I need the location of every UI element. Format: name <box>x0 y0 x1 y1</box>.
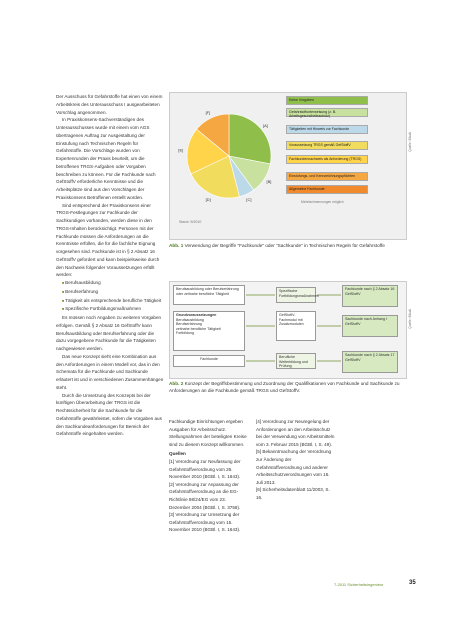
legend-item <box>286 141 368 150</box>
list-item: ■ Spezifische Fortbildungsmaßnahmen <box>62 305 164 314</box>
pie-label: [C] <box>246 196 252 202</box>
stand-label: Stand: 9/2010 <box>179 220 202 224</box>
box-item: Berufsausbildung <box>176 317 204 322</box>
caption-text: Konzept der Begriffsbestimmung und Zuordnung der Qualifikationen von Fachkunde und Sachkunde zu Anforderungen an die Fachkunde gemäß TRGS und GefStoffV. <box>169 381 400 393</box>
box-item: Berufserfahrung <box>176 322 202 327</box>
paragraph: Das neue Konzept sieht eine Kombination aus den Anforderungen in einem Modell vor, das in den Schemata für die Fachkunde und Sachkunde erläutert ist und in verschiedenen Zusammenhängen steht. <box>56 353 164 390</box>
paragraph: Durch die Umsetzung des Konzepts bei der künftigen Überarbeitung der TRGS ist die Rechtssicherheit für die Sachkunde für die Gefahrstoffe gewährleistet, sofern die Vorgaben aus den Sachkundeanforderungen für Bereich der Gefahrstoffe eingehalten werden. <box>56 392 162 437</box>
source-item: [6] Sicherheitsdatenblatt 11/2003, S. 16. <box>256 487 330 500</box>
footer-journal: 7-2011 Sicherheitsingenieur <box>334 582 384 587</box>
box-mid-mid: GefStoffV-Fachmodul mit Zusatzmodulen <box>276 311 316 341</box>
legend-item <box>286 125 368 134</box>
sources-title: Quellen <box>169 451 186 457</box>
legend-label: Fachkundennachweis als Anforderung (TRGS) <box>289 156 362 161</box>
box-right-mid: Sachkunde nach Anhang I GefStoffV <box>342 315 398 337</box>
list-item: ■ Berufserfahrung <box>62 288 164 297</box>
legend-label: Tätigkeiten mit Hinweis zur Fachkunde <box>289 126 350 131</box>
source-item: [2] Verordnung zur Anpassung der Gefahrstoffverordnung an die EG-Richtlinie 98/24/EG vom 23. Dezember 2004 (BGBl. I, S. 3758). <box>169 481 241 510</box>
box-item: zeitnahe berufliche Tätigkeit <box>176 326 221 331</box>
bullet-list <box>56 279 164 314</box>
box-mid-bottom: Berufliche Weiterbildung und Prüfung <box>276 353 316 369</box>
source-item: [5] Bekanntmachung der Verordnung zur Änderung der Gefahrstoffverordnung und anderer Arbeitsschutzverordnungen vom 15. Juli 2013. <box>256 449 332 485</box>
source-item: [4] Verordnung zur Neuregelung der Anforderungen an den Arbeitsschutz bei der Verwendung von Arbeitsmitteln vom 3. Februar 2015 (BGBl. I, S. 49). <box>256 419 335 447</box>
figure-2 <box>169 281 415 377</box>
side-source-label: Quelle: BAuA <box>408 132 412 152</box>
legend-item <box>286 108 368 117</box>
list-item: ■ Berufsausbildung <box>62 279 164 288</box>
paragraph: Fachkundige Einrichtungen ergeben Ausgaben für Arbeitsschutz. Stellungnahmen der beteiligten Kreise sind zu diesem Konzept willkommen. <box>169 419 247 447</box>
paragraph: Sind entsprechend der Praxiskonsens einer TRGS-Festlegungen zur Fachkunde der Sachkundigen vorhanden, werden diese in den TRGS-Inhalten berücksichtigt. Personen mit der Fachkunde müssen die Anforderungen an die Kenntnisse erfüllen, die für die fachliche Eignung vorgesehen sind. Fachkunde ist in § 2 Absatz 16 GefStoffV gefordert und kann beispielsweise durch den Nachweis folgender Voraussetzungen erfüllt werden: <box>56 202 160 278</box>
pie-label: [B] <box>266 179 272 185</box>
caption-number: Abb. 1 <box>169 243 184 248</box>
legend-item <box>286 155 368 164</box>
legend-label: Allgemeine Fachkunde <box>289 186 325 191</box>
caption-text: Verwendung der Begriffe "Fachkunde" oder "Sachkunde" in Technischen Regeln für Gefahrstoffe <box>184 243 385 248</box>
list-item: ■ Tätigkeit als entsprechende berufliche Tätigkeit <box>62 297 164 306</box>
legend-label: Einstufungs- und Kennzeichnungspflichten <box>289 173 356 178</box>
source-item: [1] Verordnung zur Neufassung der Gefahrstoffverordnung vom 26. November 2010 (BGBl. I, S. 1643). <box>169 458 241 480</box>
box-title: Grundvoraussetzungen <box>176 313 217 317</box>
figure-2-caption <box>169 380 414 394</box>
box-right-top: Fachkunde nach § 2 Absatz 16 GefStoffV <box>342 285 398 307</box>
legend-item <box>286 172 368 181</box>
side-source-label: Quelle: BAuA <box>408 309 412 329</box>
left-column <box>56 93 164 438</box>
paragraph: Es müssen noch Angaben zu weiteren Vorgaben erfolgen. Gemäß § 2 Absatz 16 GefStoffV kann Berufsausbildung oder Berufserfahrung oder die dazu vorgegebene Fachkunde für die Tätigkeiten nachgewiesen werden. <box>56 315 162 351</box>
bottom-column-c <box>256 418 336 502</box>
legend-item <box>286 185 368 194</box>
legend-item <box>286 96 368 105</box>
legend-label: Voraussetzung TRGS gemäß GefStoffV <box>289 142 351 147</box>
figure-1 <box>169 92 415 250</box>
box-left-top: Berufsausbildung oder Berufserfahrung oder zeitnahe berufliche Tätigkeit <box>173 285 245 305</box>
paragraph: Der Ausschuss für Gefahrstoffe hat einen von einem Arbeitskreis des Unterausschuss I ausgearbeiteten Vorschlag angenommen. <box>56 94 163 115</box>
bottom-column-a <box>169 418 247 534</box>
source-item: [3] Verordnung zur Umsetzung der Gefahrstoffverordnung vom 15. November 2010 (BGBl. I, S. 1643). <box>169 512 241 533</box>
box-mid-top: Spezifische Fortbildungsmaßnahmen <box>276 287 316 303</box>
box-left-bottom: Fachkunde <box>173 355 245 367</box>
legend-label: Gefahrstoffunterweisung (z. B. Arbeitsgesundheitsschutz) <box>289 109 337 118</box>
box-item: Fortbildung <box>176 331 194 336</box>
page-number: 35 <box>409 580 416 586</box>
paragraph: In Praxiskonsens-Sachverständigen des Unterausschusses wurde mit einem vom AGS übertragenen Auftrag zur Ausgestaltung der Einstufung nach Technischen Regeln für Gefahrstoffe. Die Vorschläge wurden von Expertenrunden der Praxis beurteilt, um die betroffenen TRGS-Aufgaben oder Vorgaben beschreiben zu können. Für die Fachkunde nach GefStoffV erforderliche Kenntnisse und die Arbeitsplätze sind aus den Vorschlägen der Praxiskonsens Betroffenen erstellt worden. <box>56 117 156 200</box>
legend-label: Keine Vorgaben <box>289 97 314 102</box>
caption-number: Abb. 2 <box>169 381 184 386</box>
pie-slice <box>229 114 271 164</box>
figure-caption <box>169 242 409 249</box>
pie-label: [E] <box>178 147 184 153</box>
pie-label: [A] <box>262 122 268 128</box>
box-left-mid <box>173 311 245 351</box>
pie-label: [D] <box>205 196 211 202</box>
box-right-bottom: Sachkunde nach § 2 Absatz 17 GefStoffV <box>342 351 398 373</box>
figure-footnote: Mehrfachnennungen möglich <box>301 200 344 204</box>
pie-label: [F] <box>205 110 211 116</box>
